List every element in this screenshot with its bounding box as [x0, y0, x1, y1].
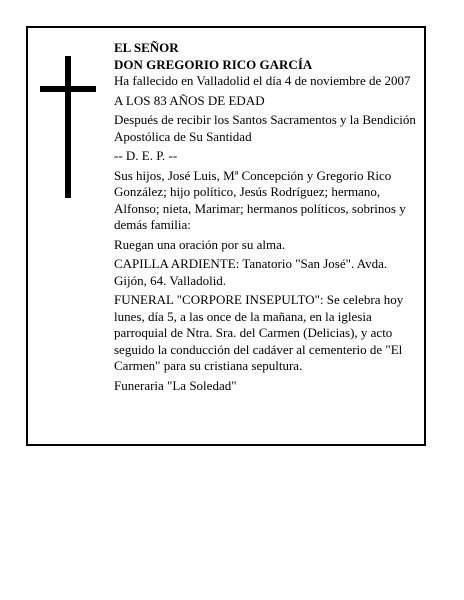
deceased-heading [114, 40, 422, 90]
obituary-text [114, 40, 422, 397]
obituary-notice [26, 26, 426, 446]
cross-horizontal-bar [40, 86, 96, 92]
funeral-home-line: Funeraria "La Soledad" [114, 377, 237, 393]
dep-line: -- D. E. P. -- [114, 148, 178, 163]
cross-vertical-bar [65, 56, 71, 198]
age-line: A LOS 83 AÑOS DE EDAD [114, 92, 265, 108]
family-line: Sus hijos, José Luis, Mª Concepción y Gregorio Rico González; hijo político, Jesús Rodríguez; hermano, Alfonso; nieta, Marimar; hermanos políticos, sobrinos y demás familia: [114, 167, 406, 232]
prayer-line: Ruegan una oración por su alma. [114, 236, 286, 252]
sacraments-line: Después de recibir los Santos Sacramentos y la Bendición Apostólica de Su Santidad [114, 112, 416, 144]
funeral-line: FUNERAL "CORPORE INSEPULTO": Se celebra hoy lunes, día 5, a las once de la mañana, en la iglesia parroquial de Ntra. Sra. del Carmen (Delicias), y acto seguido la conducción del cadáver al cementerio de "El Carmen" para su cristiana sepultura. [114, 292, 404, 373]
death-info: Ha fallecido en Valladolid el día 4 de noviembre de 2007 [114, 73, 411, 88]
chapel-line: CAPILLA ARDIENTE: Tanatorio "San José". Avda. Gijón, 64. Valladolid. [114, 256, 388, 288]
cross-icon [40, 56, 96, 198]
deceased-name: DON GREGORIO RICO GARCÍA [114, 56, 313, 72]
honorific: EL SEÑOR [114, 40, 179, 55]
